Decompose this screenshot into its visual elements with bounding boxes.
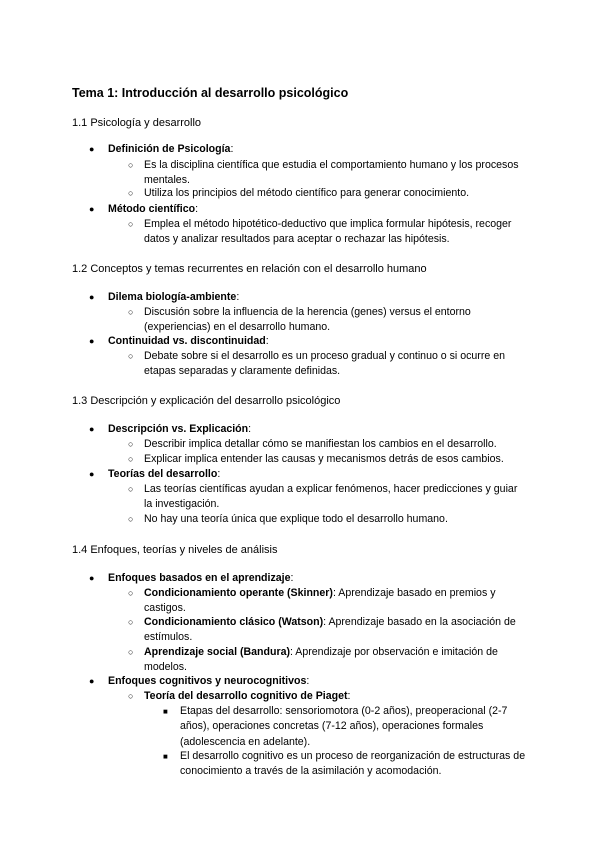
item-term: Enfoques basados en el aprendizaje <box>108 572 291 584</box>
sub-bullet-item: ○ Emplea el método hipotético-deductivo que implica formular hipótesis, recoger datos y analizar resultados para aceptar o rechazar las hipótesis. <box>128 218 512 246</box>
bullet-disc-icon: ● <box>89 336 95 346</box>
item-term: Definición de Psicología <box>108 143 231 155</box>
bullet-circle-icon: ○ <box>128 219 134 229</box>
item-term: Enfoques cognitivos y neurocognitivos <box>108 675 307 687</box>
bullet-circle-icon: ○ <box>128 307 134 317</box>
item-term: Aprendizaje social (Bandura) <box>144 646 290 658</box>
bullet-disc-icon: ● <box>89 573 95 583</box>
sub-bullet-item: ○ Es la disciplina científica que estudia el comportamiento humano y los procesos mentales. <box>128 159 519 187</box>
section-heading: 1.3 Descripción y explicación del desarrollo psicológico <box>72 395 341 407</box>
bullet-item: ● Teorías del desarrollo: <box>108 467 528 482</box>
bullet-disc-icon: ● <box>89 204 95 214</box>
bullet-circle-icon: ○ <box>128 454 134 464</box>
bullet-item: ● Definición de Psicología: <box>108 142 528 157</box>
sub-sub-bullet-item: ■ Etapas del desarrollo: sensoriomotora (0-2 años), preoperacional (2-7 años), operaciones concretas (7-12 años), operaciones formales (adolescencia en adelante). <box>163 705 508 748</box>
bullet-item: ● Método científico: <box>108 202 528 217</box>
document-title: Tema 1: Introducción al desarrollo psicológico <box>72 86 349 100</box>
bullet-item: ● Descripción vs. Explicación: <box>108 422 528 437</box>
sub-bullet-item: ○ Explicar implica entender las causas y mecanismos detrás de esos cambios. <box>144 452 528 467</box>
bullet-circle-icon: ○ <box>128 617 134 627</box>
section-heading: 1.1 Psicología y desarrollo <box>72 117 202 129</box>
sub-bullet-item: ○ Las teorías científicas ayudan a explicar fenómenos, hacer predicciones y guiar la investigación. <box>128 483 518 511</box>
bullet-disc-icon: ● <box>89 469 95 479</box>
item-term: Método científico <box>108 203 196 215</box>
bullet-item: ● Continuidad vs. discontinuidad: <box>108 334 528 349</box>
bullet-circle-icon: ○ <box>128 647 134 657</box>
sub-bullet-item: ○ Condicionamiento operante (Skinner): Aprendizaje basado en premios y castigos. <box>128 587 496 615</box>
sub-sub-bullet-item: ■ El desarrollo cognitivo es un proceso de reorganización de estructuras de conocimiento a través de la asimilación y acomodación. <box>163 750 526 778</box>
bullet-disc-icon: ● <box>89 144 95 154</box>
bullet-circle-icon: ○ <box>128 188 134 198</box>
sub-bullet-item: ○ Describir implica detallar cómo se manifiestan los cambios en el desarrollo. <box>144 437 528 452</box>
bullet-square-icon: ■ <box>163 752 168 761</box>
bullet-disc-icon: ● <box>89 424 95 434</box>
bullet-circle-icon: ○ <box>128 691 134 701</box>
bullet-circle-icon: ○ <box>128 514 134 524</box>
sub-bullet-item: ○ Debate sobre si el desarrollo es un proceso gradual y continuo o si ocurre en etapas separadas y claramente definidas. <box>128 350 505 378</box>
item-term: Teoría del desarrollo cognitivo de Piaget <box>144 690 348 702</box>
sub-bullet-item: ○ Teoría del desarrollo cognitivo de Piaget: <box>144 689 528 704</box>
item-term: Teorías del desarrollo <box>108 468 218 480</box>
sub-bullet-item: ○ Utiliza los principios del método científico para generar conocimiento. <box>144 186 528 201</box>
section-heading: 1.2 Conceptos y temas recurrentes en relación con el desarrollo humano <box>72 263 427 275</box>
item-term: Condicionamiento clásico (Watson) <box>144 616 324 628</box>
bullet-circle-icon: ○ <box>128 588 134 598</box>
bullet-disc-icon: ● <box>89 292 95 302</box>
bullet-circle-icon: ○ <box>128 160 134 170</box>
sub-bullet-item: ○ Aprendizaje social (Bandura): Aprendizaje por observación e imitación de modelos. <box>128 646 498 674</box>
sub-bullet-item: ○ No hay una teoría única que explique todo el desarrollo humano. <box>144 512 528 527</box>
bullet-item: ● Dilema biología-ambiente: <box>108 290 528 305</box>
section-heading: 1.4 Enfoques, teorías y niveles de análisis <box>72 544 278 556</box>
bullet-circle-icon: ○ <box>128 484 134 494</box>
sub-bullet-item: ○ Condicionamiento clásico (Watson): Aprendizaje basado en la asociación de estímulos. <box>128 616 516 644</box>
item-term: Continuidad vs. discontinuidad <box>108 335 266 347</box>
bullet-item: ● Enfoques cognitivos y neurocognitivos: <box>108 674 528 689</box>
bullet-circle-icon: ○ <box>128 439 134 449</box>
bullet-circle-icon: ○ <box>128 351 134 361</box>
item-term: Dilema biología-ambiente <box>108 291 237 303</box>
sub-bullet-item: ○ Discusión sobre la influencia de la herencia (genes) versus el entorno (experiencias) en el desarrollo humano. <box>128 306 471 334</box>
bullet-item: ● Enfoques basados en el aprendizaje: <box>108 571 528 586</box>
item-term: Condicionamiento operante (Skinner) <box>144 587 333 599</box>
bullet-disc-icon: ● <box>89 676 95 686</box>
bullet-square-icon: ■ <box>163 707 168 716</box>
item-term: Descripción vs. Explicación <box>108 423 249 435</box>
